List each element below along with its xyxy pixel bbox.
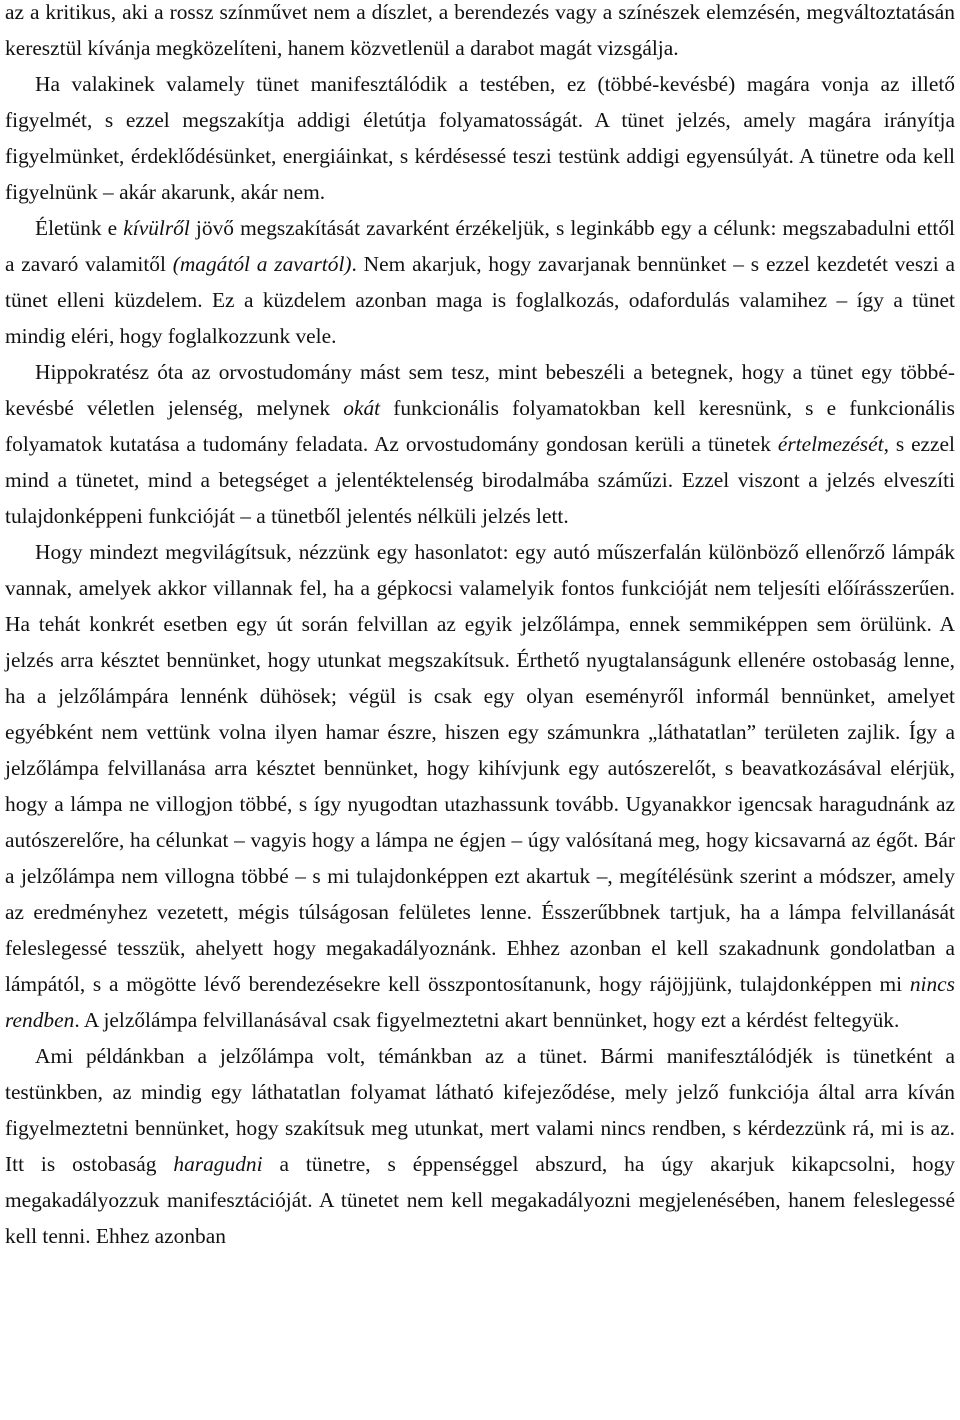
text-run: Hippokratész óta az orvostudomány mást sem tesz, mint bebeszéli a betegnek, hogy a tünet egy többé-kevésbé véletlen jelenség, melynek xyxy=(5,360,955,420)
text-run: Életünk e xyxy=(35,216,124,240)
italic-text-run: haragudni xyxy=(173,1152,263,1176)
paragraph xyxy=(5,0,955,66)
paragraph xyxy=(5,354,955,534)
text-run: az a kritikus, aki a rossz színművet nem a díszlet, a berendezés vagy a színészek elemzésén, megváltoztatásán keresztül kívánja megközelíteni, hanem közvetlenül a darabot magát vizsgálja. xyxy=(5,0,955,60)
italic-text-run: (magától a zavartól) xyxy=(172,252,352,276)
text-run: Ha valakinek valamely tünet manifesztálódik a testében, ez (többé-kevésbé) magára vonja az illető figyelmét, s ezzel megszakítja addigi életútja folyamatosságát. A tünet jelzés, amely magára irányítja figyelmünket, érdeklődésünket, energiáinkat, s kérdésessé teszi testünk addigi egyensúlyát. A tünetre oda kell figyelnünk – akár akarunk, akár nem. xyxy=(5,72,955,204)
text-run: jövő megszakítását zavarként érzékeljük, s leginkább egy a célunk: megszabadulni ettől a zavaró valamitől xyxy=(5,216,955,276)
italic-text-run: okát xyxy=(343,396,381,420)
paragraph xyxy=(5,534,955,1038)
text-run: Hogy mindezt megvilágítsuk, nézzünk egy hasonlatot: egy autó műszerfalán különböző ellenőrző lámpák vannak, amelyek akkor villannak fel, ha a gépkocsi valamelyik fontos funkcióját nem teljesíti előírásszerűen. Ha tehát konkrét esetben egy út során felvillan az egyik jelzőlámpa, ennek semmiképpen sem örülünk. A jelzés arra késztet bennünket, hogy utunkat megszakítsuk. Érthető nyugtalanságunk ellenére ostobaság lenne, ha a jelzőlámpára lennénk dühösek; végül is csak egy olyan eseményről informál bennünket, amelyet egyébként nem vettünk volna ilyen hamar észre, hiszen egy számunkra „láthatatlan” területen zajlik. Így a jelzőlámpa felvillanása arra késztet bennünket, hogy kihívjunk egy autószerelőt, s beavatkozásával elérjük, hogy a lámpa ne villogjon többé, s így nyugodtan utazhassunk tovább. Ugyanakkor igencsak haragudnánk az autószerelőre, ha célunkat – vagyis hogy a lámpa ne égjen – úgy valósítaná meg, hogy kicsavarná az égőt. Bár a jelzőlámpa nem villogna többé – s mi tulajdonképpen ezt akartuk –, megítélésünk szerint a módszer, amely az eredményhez vezetett, mégis túlságosan felületes lenne. Ésszerűbbnek tartjuk, ha a lámpa felvillanását feleslegessé tesszük, ahelyett hogy megakadályoznánk. Ehhez azonban el kell szakadnunk gondolatban a lámpától, s a mögötte lévő berendezésekre kell összpontosítanunk, hogy rájöjjünk, tulajdonképpen mi xyxy=(5,540,955,996)
italic-text-run: értelmezését xyxy=(777,432,884,456)
paragraph xyxy=(5,66,955,210)
italic-text-run: kívülről xyxy=(123,216,190,240)
text-run: . A jelzőlámpa felvillanásával csak figyelmeztetni akart bennünket, hogy ezt a kérdést feltegyük. xyxy=(74,1008,900,1032)
document-body xyxy=(5,0,955,1254)
text-run: funkcionális folyamatokban kell keresnünk, s e funkcionális folyamatok kutatása a tudomány feladata. Az orvostudomány gondosan kerüli a tünetek xyxy=(5,396,955,456)
italic-text-run: nincs rendben xyxy=(5,972,955,1032)
text-run: , s ezzel mind a tünetet, mind a betegséget a jelentéktelenség birodalmába száműzi. Ezzel viszont a jelzés elveszíti tulajdonképpeni funkcióját – a tünetből jelentés nélküli jelzés lett. xyxy=(5,432,955,528)
paragraph xyxy=(5,1038,955,1254)
text-run: a tünetre, s éppenséggel abszurd, ha úgy akarjuk kikapcsolni, hogy megakadályozzuk manifesztációját. A tünetet nem kell megakadályozni megjelenésében, hanem feleslegessé kell tenni. Ehhez azonban xyxy=(5,1152,955,1248)
text-run: Ami példánkban a jelzőlámpa volt, témánkban az a tünet. Bármi manifesztálódjék is tünetként a testünkben, az mindig egy láthatatlan folyamat látható kifejeződése, mely jelző funkciója által arra kíván figyelmeztetni bennünket, hogy szakítsuk meg utunkat, mert valami nincs rendben, s kérdezzünk rá, mi is az. Itt is ostobaság xyxy=(5,1044,955,1176)
text-run: . Nem akarjuk, hogy zavarjanak bennünket – s ezzel kezdetét veszi a tünet elleni küzdelem. Ez a küzdelem azonban maga is foglalkozás, odafordulás valamihez – így a tünet mindig eléri, hogy foglalkozzunk vele. xyxy=(5,252,955,348)
paragraph xyxy=(5,210,955,354)
